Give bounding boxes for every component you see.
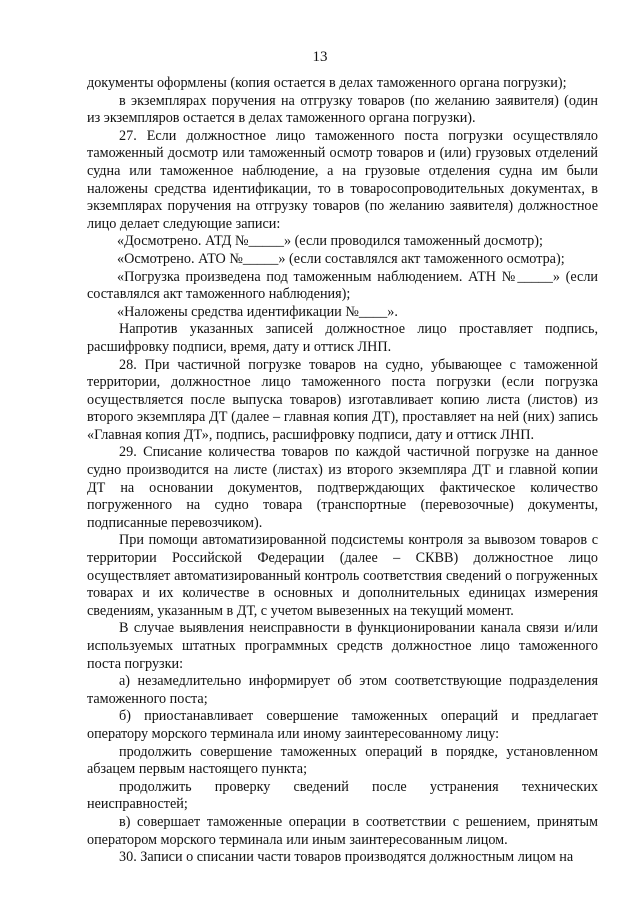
document-body (87, 75, 598, 867)
clause-30: 30. Записи о списании части товаров производятся должностным лицом на (119, 849, 574, 866)
paragraph: в экземплярах поручения на отгрузку товаров (по желанию заявителя) (один из экземпляров остается в делах таможенного органа погрузки). (87, 92, 598, 127)
list-item-a: а) незамедлительно информирует об этом соответствующие подразделения таможенного поста; (87, 673, 598, 707)
clause-28: 28. При частичной погрузке товаров на судно, убывающее с таможенной территории, должностное лицо таможенного поста погрузки (если погрузка осуществляется после выпуска товаров) изготавливает копию листа (листов) из второго экземпляра ДТ (далее – главная копия ДТ), проставляет на ней (них) запись «Главная копия ДТ», подпись, расшифровку подписи, дату и оттиск ЛНП. (87, 356, 598, 443)
list-item-c: в) совершает таможенные операции в соответствии с решением, принятым оператором морского терминала или иным заинтересованным лицом. (87, 813, 598, 848)
record-loading: «Погрузка произведена под таможенным наблюдением. АТН №_____» (если составлялся акт таможенного наблюдения); (87, 268, 598, 303)
paragraph: При помощи автоматизированной подсистемы контроля за вывозом товаров с территории Российской Федерации (далее – СКВВ) должностное лицо осуществляет автоматизированный контроль соответствия сведений о погруженных товарах и их количестве в основных и дополнительных единицах измерения сведениям, указанным в ДТ, с учетом вывезенных на текущий момент. (87, 532, 598, 619)
paragraph: продолжить совершение таможенных операций в порядке, установленном абзацем первым настоящего пункта; (87, 743, 598, 778)
paragraph: Напротив указанных записей должностное лицо проставляет подпись, расшифровку подписи, время, дату и оттиск ЛНП. (87, 321, 598, 355)
record-identification: «Наложены средства идентификации №____». (117, 303, 398, 320)
paragraph: продолжить проверку сведений после устранения технических неисправностей; (87, 778, 598, 813)
paragraph: документы оформлены (копия остается в делах таможенного органа погрузки); (87, 75, 567, 91)
clause-29: 29. Списание количества товаров по каждой частичной погрузке на данное судно производится на листе (листах) из второго экземпляра ДТ и главной копии ДТ на основании документов, подтверждающих фактическое количество погруженного на судно товара (транспортные (перевозочные) документы, подписанные перевозчиком). (87, 444, 598, 531)
paragraph: В случае выявления неисправности в функционировании канала связи и/или используемых штатных программных средств должностное лицо таможенного поста погрузки: (87, 620, 598, 672)
page-number: 13 (312, 49, 328, 65)
record-examined: «Осмотрено. АТО №_____» (если составлялся акт таможенного осмотра); (117, 250, 565, 267)
record-inspected: «Досмотрено. АТД №_____» (если проводился таможенный досмотр); (117, 233, 543, 250)
clause-27: 27. Если должностное лицо таможенного поста погрузки осуществляло таможенный досмотр или таможенный осмотр товаров и (или) грузовых отделений судна или таможенное наблюдение, а на грузовые отделения судна им были наложены средства идентификации, то в товаросопроводительных документах, в экземплярах поручения на отгрузку товаров (по желанию заявителя) должностное лицо делает следующие записи: (87, 127, 598, 232)
list-item-b: б) приостанавливает совершение таможенных операций и предлагает оператору морского терминала или иному заинтересованному лицу: (87, 708, 598, 742)
